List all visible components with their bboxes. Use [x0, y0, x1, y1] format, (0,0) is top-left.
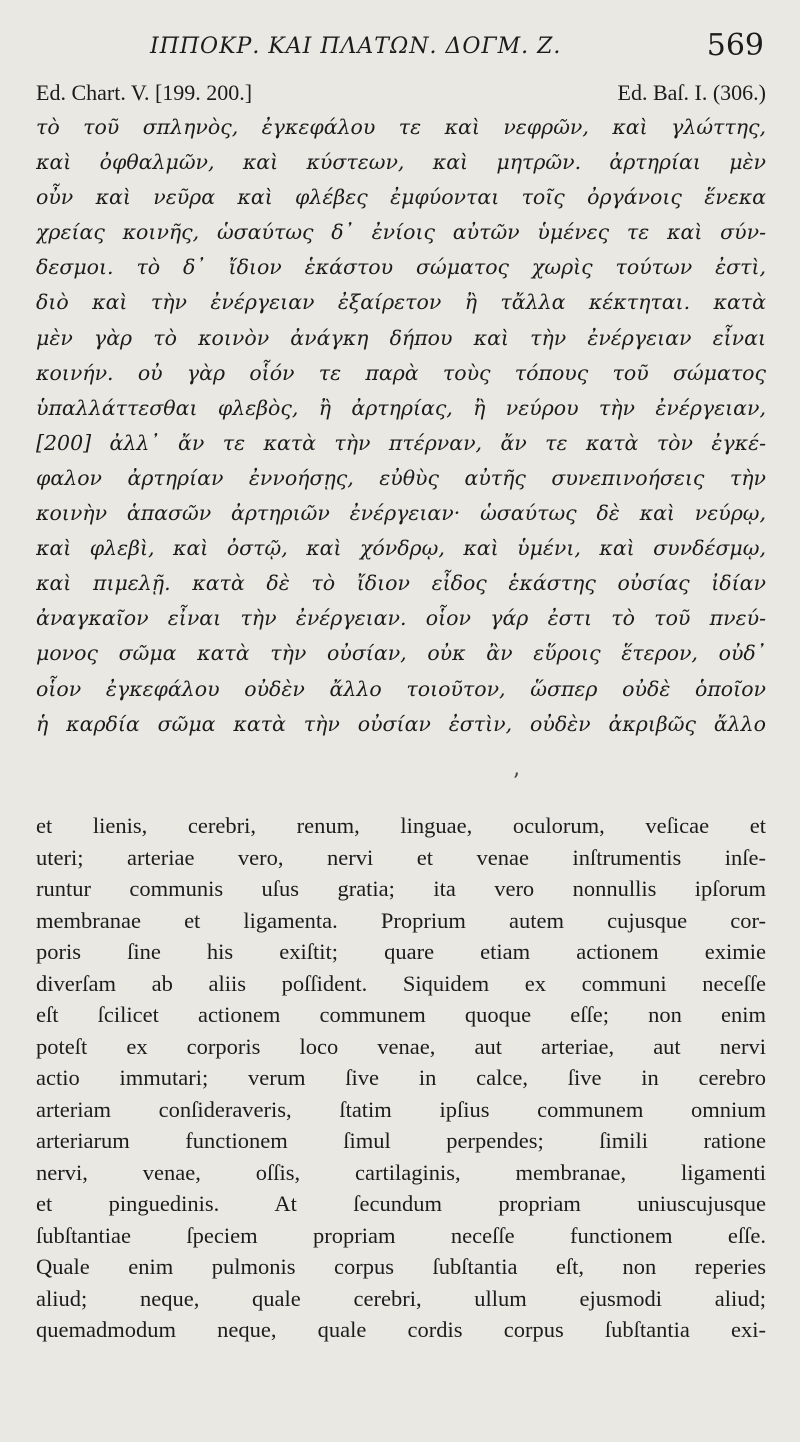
latin-text-line: diverſam ab aliis poſſident. Siquidem ex communi neceſſe [36, 970, 766, 996]
greek-text-line: καὶ ὀφθαλμῶν, καὶ κύστεων, καὶ μητρῶν. ἀρτηρίαι μὲν [36, 150, 766, 175]
latin-text-line: poris ſine his exiſtit; quare etiam actionem eximie [36, 939, 766, 964]
greek-text-line: καὶ φλεβὶ, καὶ ὀστῷ, καὶ χόνδρῳ, καὶ ὑμένι, καὶ συνδέσμῳ, [36, 536, 766, 561]
latin-text-line: uteri; arteriae vero, nervi et venae inſtrumentis inſe- [36, 844, 766, 870]
latin-text-line: quemadmodum neque, quale cordis corpus ſubſtantia exi- [36, 1317, 766, 1342]
greek-text-line: ἀναγκαῖον εἶναι τὴν ἐνέργειαν. οἷον γάρ ἐστι τὸ τοῦ πνεύ- [36, 606, 766, 631]
greek-text-line: δεσμοι. τὸ δ᾽ ἴδιον ἑκάστου σώματος χωρὶς τούτων ἐστὶ, [36, 255, 766, 280]
stray-print-mark: ʼ [512, 770, 519, 795]
edition-reference-right: Ed. Baſ. I. (306.) [617, 80, 766, 105]
greek-text-line: διὸ καὶ τὴν ἐνέργειαν ἐξαίρετον ἢ τἄλλα κέκτηται. κατὰ [36, 290, 766, 315]
latin-text-line: eſt ſcilicet actionem communem quoque eſſe; non enim [36, 1002, 766, 1027]
latin-text-line: ſubſtantiae ſpeciem propriam neceſſe functionem eſſe. [36, 1222, 766, 1248]
latin-text-line: nervi, venae, oſſis, cartilaginis, membranae, ligamenti [36, 1159, 766, 1185]
latin-text-line: poteſt ex corporis loco venae, aut arteriae, aut nervi [36, 1033, 766, 1059]
latin-text-line: arteriarum functionem ſimul perpendes; ſimili ratione [36, 1128, 766, 1153]
greek-text-line: οἷον ἐγκεφάλου οὐδὲν ἄλλο τοιοῦτον, ὥσπερ οὐδὲ ὁποῖον [36, 676, 766, 701]
greek-text-line: φαλον ἀρτηρίαν ἐννοήσῃς, εὐθὺς αὐτῆς συνεπινοήσεις τὴν [36, 465, 766, 490]
greek-text-line: μονος σῶμα κατὰ τὴν οὐσίαν, οὐκ ἂν εὕροις ἕτερον, οὐδ᾽ [36, 641, 766, 666]
latin-text-line: arteriam conſideraveris, ſtatim ipſius communem omnium [36, 1096, 766, 1122]
greek-text-line: καὶ πιμελῇ. κατὰ δὲ τὸ ἴδιον εἶδος ἑκάστης οὐσίας ἰδίαν [36, 571, 766, 596]
edition-reference-line [36, 80, 766, 110]
greek-text-line: τὸ τοῦ σπληνὸς, ἐγκεφάλου τε καὶ νεφρῶν, καὶ γλώττης, [36, 115, 766, 139]
greek-text-line: ὑπαλλάττεσθαι φλεβὸς, ἢ ἀρτηρίας, ἢ νεύρου τὴν ἐνέργειαν, [36, 395, 766, 420]
page-number: 569 [706, 28, 764, 63]
latin-text-line: Quale enim pulmonis corpus ſubſtantia eſt, non reperies [36, 1254, 766, 1279]
latin-text-block [36, 810, 766, 1346]
greek-text-line: [200] ἀλλ᾽ ἄν τε κατὰ τὴν πτέρναν, ἄν τε κατὰ τὸν ἐγκέ- [36, 430, 766, 455]
greek-text-line: κοινήν. οὐ γὰρ οἷόν τε παρὰ τοὺς τόπους τοῦ σώματος [36, 360, 766, 385]
latin-text-line: et lienis, cerebri, renum, linguae, oculorum, veſicae et [36, 813, 766, 838]
edition-reference-left: Ed. Chart. V. [199. 200.] [36, 80, 253, 105]
latin-text-line: aliud; neque, quale cerebri, ullum ejusmodi aliud; [36, 1285, 766, 1311]
greek-text-line: ἡ καρδία σῶμα κατὰ τὴν οὐσίαν ἐστὶν, οὐδὲν ἀκριβῶς ἄλλο [36, 711, 766, 736]
greek-text-line: οὖν καὶ νεῦρα καὶ φλέβες ἐμφύονται τοῖς ὀργάνοις ἕνεκα [36, 185, 766, 210]
running-head [0, 28, 800, 68]
greek-text-line: μὲν γὰρ τὸ κοινὸν ἀνάγκη δήπου καὶ τὴν ἐνέργειαν εἶναι [36, 325, 766, 350]
greek-text-line: χρείας κοινῆς, ὡσαύτως δ᾽ ἐνίοις αὐτῶν ὑμένες τε καὶ σύν- [36, 220, 766, 245]
latin-text-line: actio immutari; verum ſive in calce, ſive in cerebro [36, 1065, 766, 1090]
latin-text-line: et pinguedinis. At ſecundum propriam uniuscujusque [36, 1191, 766, 1216]
latin-text-line: runtur communis uſus gratia; ita vero nonnullis ipſorum [36, 876, 766, 901]
greek-text-line: κοινὴν ἁπασῶν ἀρτηριῶν ἐνέργειαν· ὡσαύτως δὲ καὶ νεύρῳ, [36, 501, 766, 526]
latin-text-line: membranae et ligamenta. Proprium autem cujusque cor- [36, 907, 766, 933]
running-head-title: ΙΠΠΟΚΡ. ΚΑΙ ΠΛΑΤΩΝ. ΔΟΓΜ. Ζ. [150, 34, 562, 59]
greek-text-block [36, 110, 766, 742]
